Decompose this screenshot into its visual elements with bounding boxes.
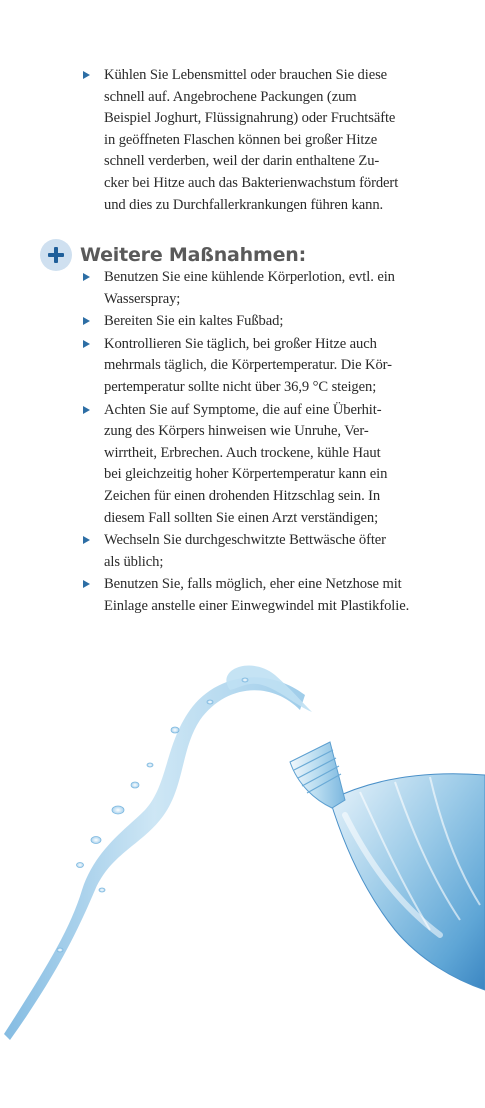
text-line: Kühlen Sie Lebensmittel oder brauchen Sie diese (104, 67, 388, 83)
text-line: schnell auf. Angebrochene Packungen (zum (104, 88, 357, 105)
intro-bullet-list (80, 65, 450, 216)
list-item (80, 311, 450, 333)
text-line: Benutzen Sie, falls möglich, eher eine Netzhose mit (104, 576, 402, 593)
section-title: Weitere Maßnahmen: (80, 244, 306, 266)
list-item (80, 530, 450, 573)
bullet-arrow-icon (83, 340, 90, 348)
list-item (80, 574, 450, 617)
text-line: cker bei Hitze auch das Bakterienwachstum fördert (104, 174, 399, 191)
bullet-arrow-icon (83, 317, 90, 325)
text-line: pertemperatur sollte nicht über 36,9 °C steigen; (104, 378, 377, 395)
text-line: bei gleichzeitig hoher Körpertemperatur kann ein (104, 466, 388, 483)
text-line: Wechseln Sie durchgeschwitzte Bettwäsche öfter (104, 532, 386, 549)
text-line: Einlage anstelle einer Einwegwindel mit Plastikfolie. (104, 597, 410, 614)
text-line: Achten Sie auf Symptome, die auf eine Überhit- (104, 401, 382, 418)
bullet-arrow-icon (83, 71, 90, 79)
bullet-arrow-icon (83, 536, 90, 544)
text-line: und dies zu Durchfallerkrankungen führen kann. (104, 196, 384, 213)
text-line: Beispiel Joghurt, Flüssignahrung) oder Fruchtsäfte (104, 110, 396, 127)
bottle-neck (290, 742, 345, 808)
water-bottle-splash-image (0, 650, 485, 1070)
text-line: Kontrollieren Sie täglich, bei großer Hitze auch (104, 335, 377, 352)
water-stream (4, 677, 305, 1040)
text-line: zung des Körpers hinweisen wie Unruhe, Ver- (104, 423, 369, 440)
text-line: Benutzen Sie eine kühlende Körperlotion, evtl. ein (104, 269, 395, 285)
bullet-arrow-icon (83, 580, 90, 588)
list-item (80, 334, 450, 399)
text-line: mehrmals täglich, die Körpertemperatur. Die Kör- (104, 357, 392, 374)
plus-icon (40, 239, 72, 271)
measures-bullet-list (80, 267, 450, 618)
list-item (80, 65, 450, 216)
list-item (80, 267, 450, 310)
text-line: wirrtheit, Erbrechen. Auch trockene, kühle Haut (104, 444, 381, 461)
bullet-arrow-icon (83, 406, 90, 414)
text-line: als üblich; (104, 553, 164, 570)
text-line: Wasserspray; (104, 290, 181, 307)
list-item (80, 400, 450, 530)
text-line: in geöffneten Flaschen können bei großer Hitze (104, 131, 378, 148)
text-line: schnell verderben, weil der darin enthaltene Zu- (104, 153, 380, 170)
bullet-arrow-icon (83, 273, 90, 281)
text-line: Zeichen für einen drohenden Hitzschlag sein. In (104, 487, 381, 504)
bottle-body (330, 774, 485, 990)
text-line: diesem Fall sollten Sie einen Arzt verständigen; (104, 509, 379, 526)
text-line: Bereiten Sie ein kaltes Fußbad; (104, 313, 284, 330)
